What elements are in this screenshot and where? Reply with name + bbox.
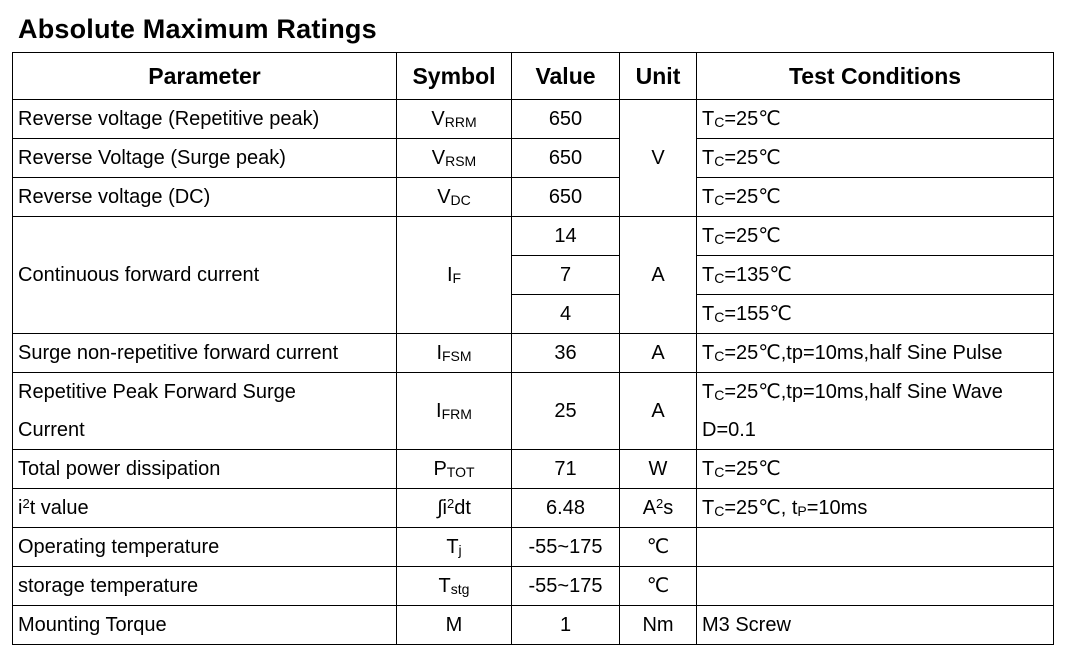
condition-cell: M3 Screw [697,606,1054,645]
unit-cell: Nm [620,606,697,645]
symbol-cell: $I_F$ [397,217,512,334]
condition-cell: $T_C=25℃$ [697,217,1054,256]
table-row [13,100,1054,139]
ratings-table [12,52,1054,645]
table-row [13,528,1054,567]
table-row [13,139,1054,178]
value-cell: 650 [512,139,620,178]
unit-cell: ℃ [620,528,697,567]
parameter-cell: Total power dissipation [13,450,397,489]
symbol-cell: $P_{TOT}$ [397,450,512,489]
page-title: Absolute Maximum Ratings [18,14,377,44]
unit-cell: A [620,334,697,373]
value-cell: 650 [512,178,620,217]
table-row [13,373,1054,450]
parameter-cell: Reverse voltage (DC) [13,178,397,217]
unit-cell: A [620,373,697,450]
condition-cell [697,528,1054,567]
header-unit: Unit [620,53,697,100]
value-cell: 14 [512,217,620,256]
condition-cell: $T_C=25℃$, $t_P=10ms$ [697,489,1054,528]
value-cell: 71 [512,450,620,489]
parameter-cell: storage temperature [13,567,397,606]
value-cell: 6.48 [512,489,620,528]
unit-cell: W [620,450,697,489]
symbol-cell: M [397,606,512,645]
parameter-cell: Mounting Torque [13,606,397,645]
condition-cell: $T_C=155℃$ [697,295,1054,334]
value-cell: -55~175 [512,528,620,567]
symbol-cell: $I_{FSM}$ [397,334,512,373]
value-cell: 25 [512,373,620,450]
parameter-cell: Repetitive Peak Forward Surge Current [13,373,397,450]
condition-cell [697,567,1054,606]
condition-cell: $T_C=25℃$ [697,139,1054,178]
header-symbol: Symbol [397,53,512,100]
parameter-cell: Surge non-repetitive forward current [13,334,397,373]
value-cell: -55~175 [512,567,620,606]
header-value: Value [512,53,620,100]
condition-cell: $T_C=25℃$ [697,178,1054,217]
table-row [13,606,1054,645]
table-row [13,334,1054,373]
unit-cell: V [620,100,697,217]
parameter-cell: Reverse voltage (Repetitive peak) [13,100,397,139]
parameter-cell: Continuous forward current [13,217,397,334]
symbol-cell: $I_{FRM}$ [397,373,512,450]
value-cell: 7 [512,256,620,295]
header-parameter: Parameter [13,53,397,100]
symbol-cell: $T_{stg}$ [397,567,512,606]
symbol-cell: $V_{DC}$ [397,178,512,217]
header-row [13,53,1054,100]
header-conditions: Test Conditions [697,53,1054,100]
unit-cell: ℃ [620,567,697,606]
table-row [13,489,1054,528]
table-row [13,217,1054,256]
parameter-cell: $i^2t$ value [13,489,397,528]
value-cell: 4 [512,295,620,334]
table-row [13,178,1054,217]
parameter-cell: Operating temperature [13,528,397,567]
symbol-cell: $T_j$ [397,528,512,567]
value-cell: 36 [512,334,620,373]
value-cell: 650 [512,100,620,139]
symbol-cell: $V_{RSM}$ [397,139,512,178]
condition-cell: $T_C=25℃,tp=10ms,half$ Sine Pulse [697,334,1054,373]
parameter-cell: Reverse Voltage (Surge peak) [13,139,397,178]
symbol-cell: $V_{RRM}$ [397,100,512,139]
table-row [13,567,1054,606]
value-cell: 1 [512,606,620,645]
table-row [13,450,1054,489]
unit-cell: A [620,217,697,334]
condition-cell: $T_C=25℃$ [697,100,1054,139]
unit-cell: $A^2s$ [620,489,697,528]
symbol-cell: $\int i^2dt$ [397,489,512,528]
condition-cell: $T_C=25℃,tp=10ms,half$ Sine Wave D=0.1 [697,373,1054,450]
condition-cell: $T_C=25℃$ [697,450,1054,489]
condition-cell: $T_C=135℃$ [697,256,1054,295]
